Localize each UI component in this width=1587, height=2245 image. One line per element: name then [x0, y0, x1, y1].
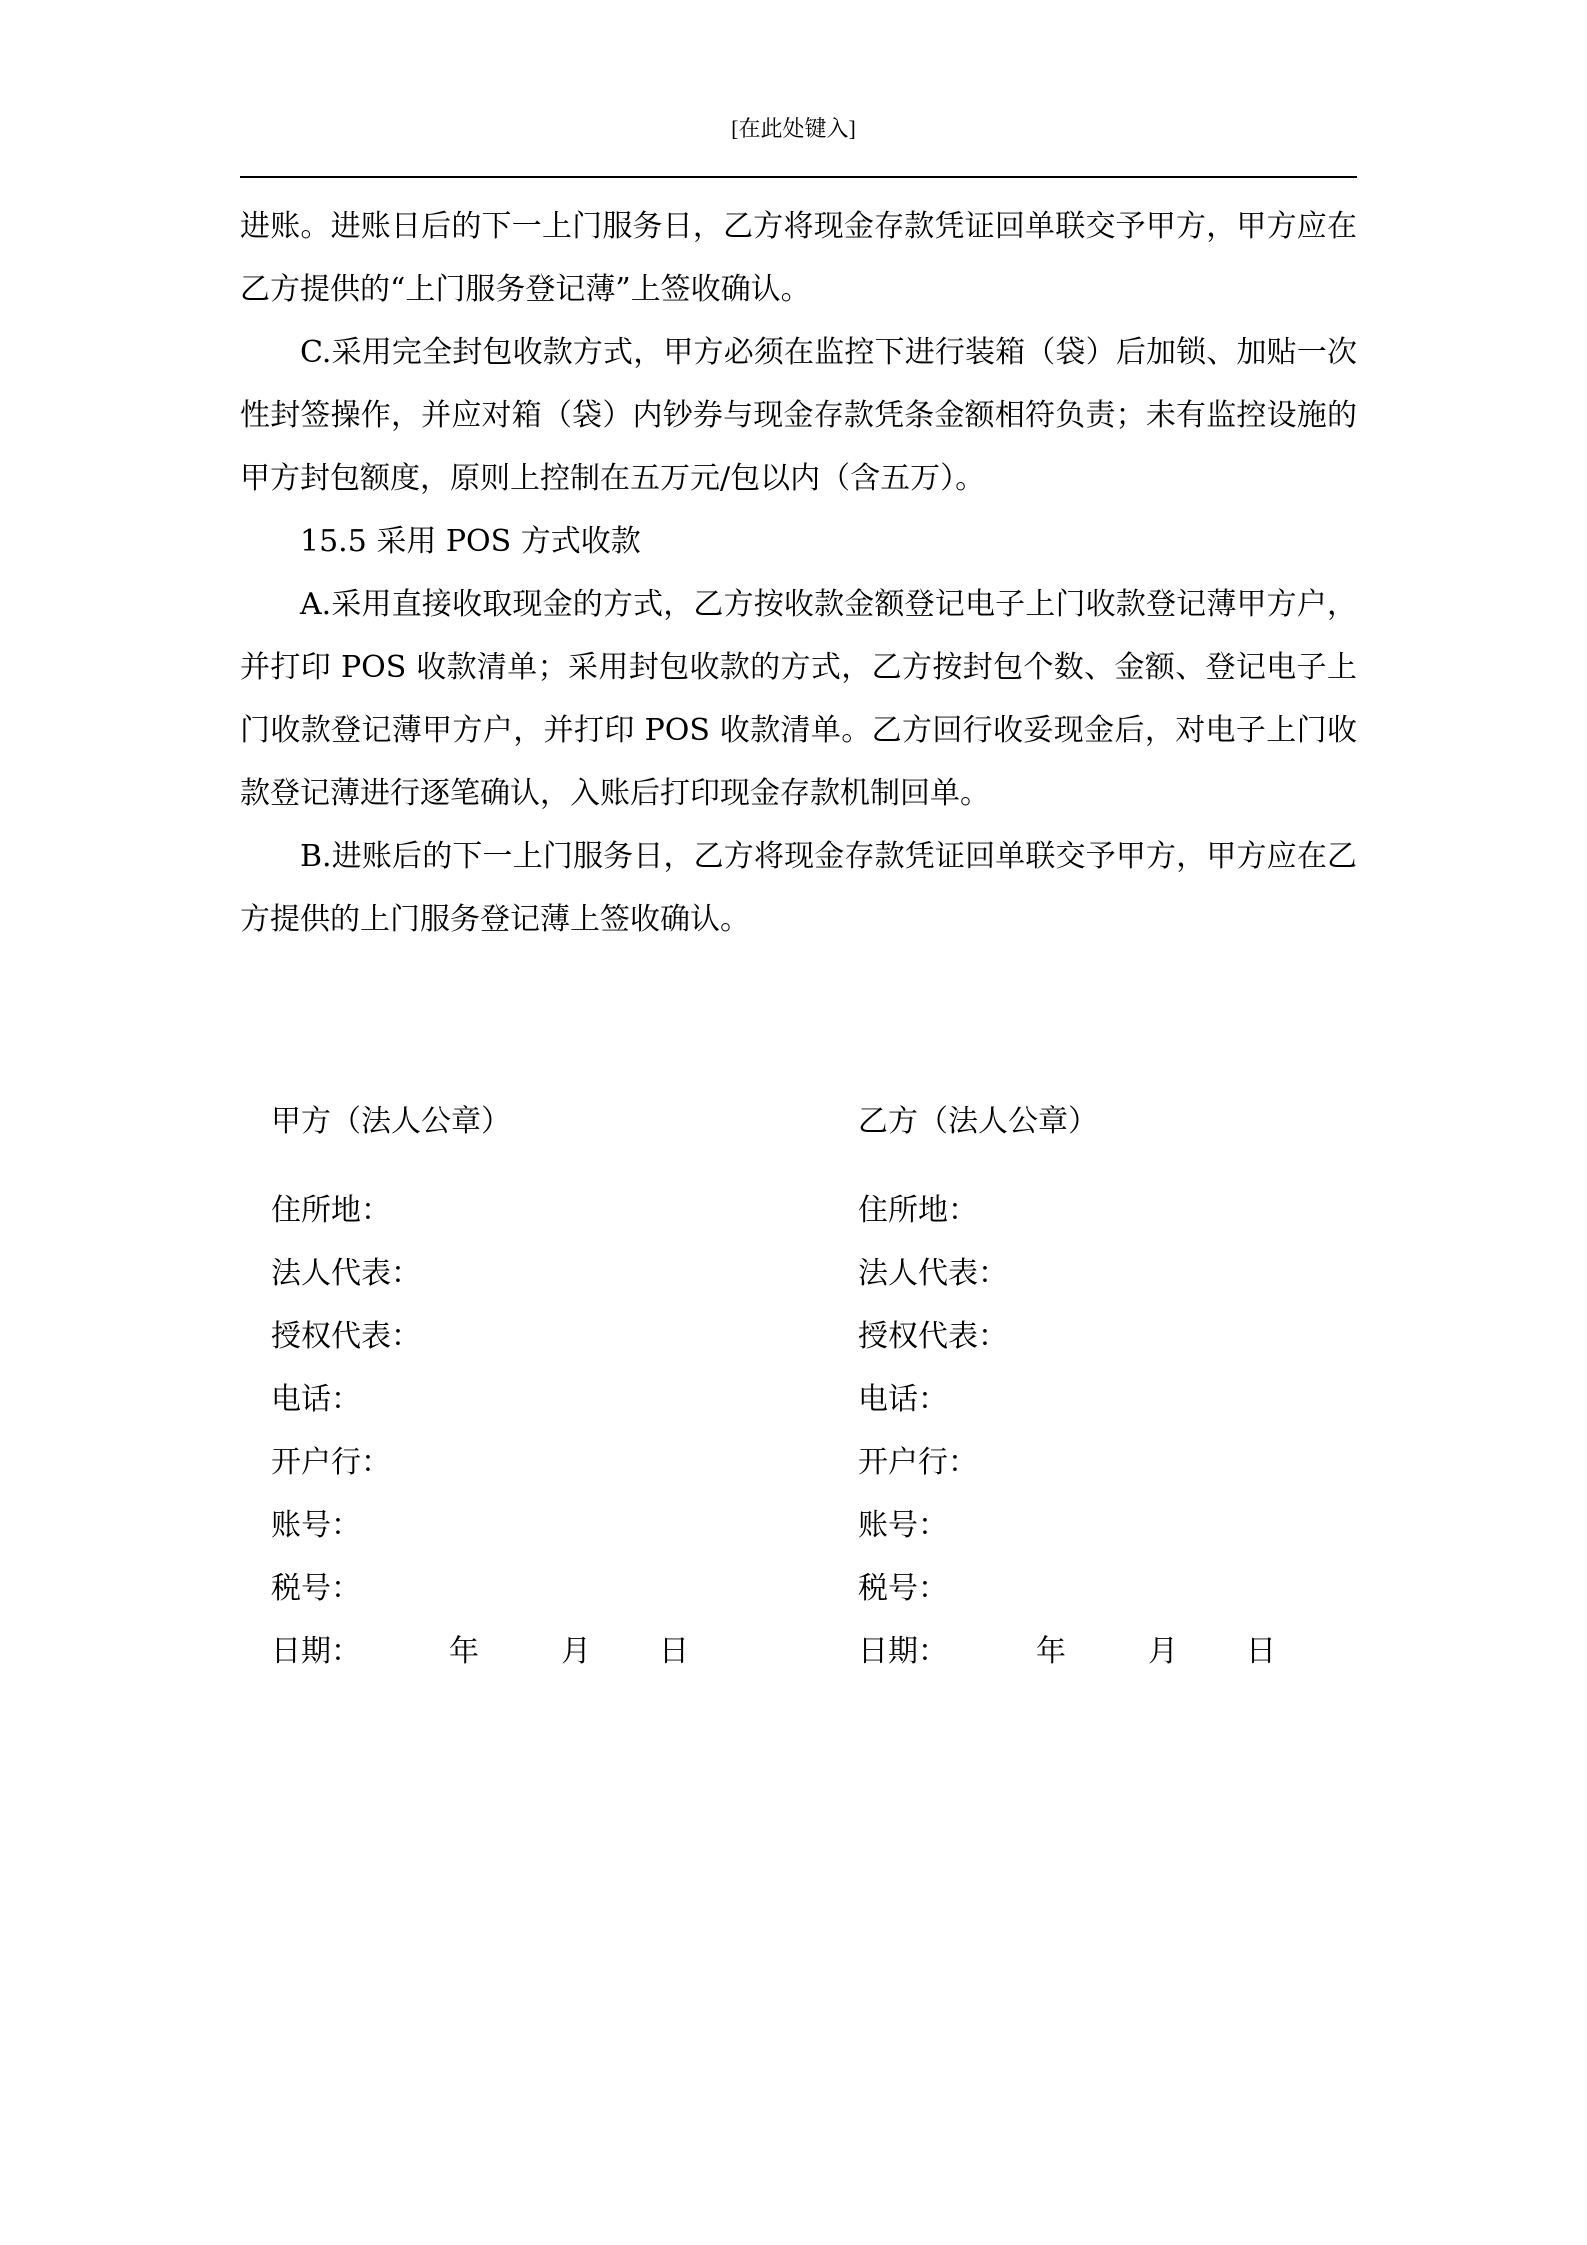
section-heading-15-5: 15.5 采用 POS 方式收款 — [300, 524, 641, 559]
party-b-signature-block — [858, 1090, 1357, 1683]
party-b-date-row — [858, 1620, 1357, 1683]
page-header: [在此处键入] — [731, 116, 856, 141]
paragraph-clause-a: A.采用直接收取现金的方式，乙方按收款金额登记电子上门收款登记薄甲方户，并打印 POS 收款清单；采用封包收款的方式，乙方按封包个数、金额、登记电子上门收款登记薄甲方户，并打印 POS 收款清单。乙方回行收妥现金后，对电子上门收款登记薄进行逐笔确认，入账后打印现金存款机制回单。 — [240, 587, 1357, 811]
contract-body — [240, 195, 1357, 951]
party-b-phone-field: 电话： — [858, 1382, 948, 1417]
party-b-date-label: 日期： — [858, 1634, 948, 1669]
party-a-date-day: 日 — [659, 1634, 689, 1669]
party-a-date-month: 月 — [561, 1634, 591, 1669]
party-a-title: 甲方（法人公章） — [271, 1104, 511, 1139]
party-b-authorized-rep-field: 授权代表： — [858, 1319, 1008, 1354]
party-a-account-field: 账号： — [271, 1508, 361, 1543]
party-a-signature-block — [271, 1090, 831, 1683]
party-a-phone-field: 电话： — [271, 1382, 361, 1417]
party-b-bank-field: 开户行： — [858, 1445, 978, 1480]
party-a-legal-rep-field: 法人代表： — [271, 1256, 421, 1291]
party-b-address-field: 住所地： — [858, 1193, 978, 1228]
party-a-authorized-rep-field: 授权代表： — [271, 1319, 421, 1354]
paragraph-clause-b: B.进账后的下一上门服务日，乙方将现金存款凭证回单联交予甲方，甲方应在乙方提供的上门服务登记薄上签收确认。 — [240, 839, 1357, 937]
paragraph-continuation: 进账。进账日后的下一上门服务日，乙方将现金存款凭证回单联交予甲方，甲方应在乙方提供的“上门服务登记薄”上签收确认。 — [240, 209, 1357, 307]
party-b-tax-id-field: 税号： — [858, 1571, 948, 1606]
party-b-legal-rep-field: 法人代表： — [858, 1256, 1008, 1291]
party-b-date-day: 日 — [1246, 1634, 1276, 1669]
party-a-address-field: 住所地： — [271, 1193, 391, 1228]
party-a-date-label: 日期： — [271, 1634, 361, 1669]
party-b-title: 乙方（法人公章） — [858, 1104, 1098, 1139]
party-a-tax-id-field: 税号： — [271, 1571, 361, 1606]
header-divider — [240, 176, 1357, 178]
party-b-account-field: 账号： — [858, 1508, 948, 1543]
party-a-date-row — [271, 1620, 831, 1683]
party-b-date-month: 月 — [1148, 1634, 1178, 1669]
party-a-bank-field: 开户行： — [271, 1445, 391, 1480]
paragraph-clause-c: C.采用完全封包收款方式，甲方必须在监控下进行装箱（袋）后加锁、加贴一次性封签操作，并应对箱（袋）内钞券与现金存款凭条金额相符负责；未有监控设施的甲方封包额度，原则上控制在五万元/包以内（含五万）。 — [240, 335, 1357, 496]
party-b-date-year: 年 — [1036, 1634, 1066, 1669]
party-a-date-year: 年 — [449, 1634, 479, 1669]
